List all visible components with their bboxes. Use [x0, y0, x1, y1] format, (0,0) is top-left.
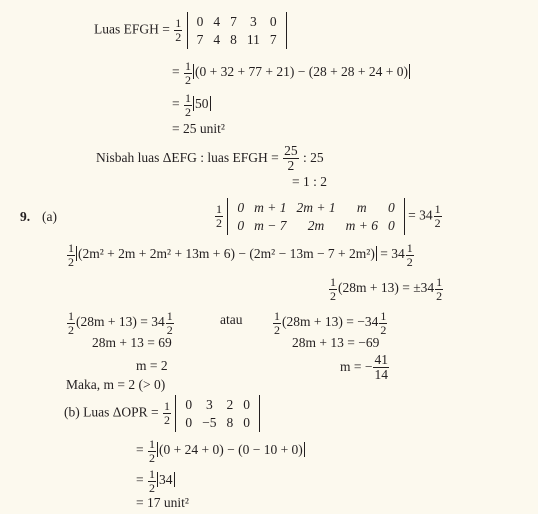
part-b-line: (b) Luas ΔOPR = $\frac{1}{2}$ 0 3 2 0 0 −5 8 0 [64, 395, 260, 432]
luas-efgh-line [94, 12, 287, 49]
ratio-result: = 1 : 2 [292, 174, 327, 189]
q9-pm-line: $\frac{1}{2}$ (28m + 13) = ±34 $\frac{1}{2}$ [330, 275, 443, 303]
b-result: = 17 unit² [136, 495, 189, 510]
q9-determinant-line: $\frac{1}{2}$ 0 m + 1 2m + 1 m 0 0 m − 7 2m m + 6 0 = 34 $\frac{1}{2}$ [214, 198, 443, 235]
ratio-line: Nisbah luas ΔEFG : luas EFGH = $\frac{25}{2}$ : 25 [96, 143, 324, 174]
atau-label: atau [220, 312, 243, 327]
determinant-9a: 0 m + 1 2m + 1 m 0 0 m − 7 2m m + 6 0 [227, 198, 404, 235]
question-number: 9. [20, 209, 31, 224]
maka-line: Maka, m = 2 (> 0) [66, 377, 166, 392]
half-fraction: $\frac{1}{2}$ [175, 16, 182, 45]
q9-right-eq: $\frac{1}{2}$ (28m + 13) = −34 $\frac{1}{2}$ [274, 309, 387, 337]
q9-expand-line: $\frac{1}{2}$ (2m² + 2m + 2m² + 13m + 6) − (2m² − 13m − 7 + 2m²) = 34 $\frac{1}{2}$ [68, 241, 413, 269]
q9-left-eq: $\frac{1}{2}$ (28m + 13) = 34 $\frac{1}{2}$ [68, 309, 173, 337]
determinant-9b: 0 3 2 0 0 −5 8 0 [175, 395, 260, 432]
efgh-result: = 25 unit² [172, 121, 225, 136]
b-simplify-line: = $\frac{1}{2}$ 34 [136, 467, 173, 495]
part-a-label: (a) [42, 209, 57, 224]
q9-right3: m = − $\frac{41}{14}$ [340, 352, 388, 383]
q9-left3: m = 2 [136, 358, 168, 373]
determinant-efgh: 0 4 7 3 0 7 4 8 11 7 [187, 12, 287, 49]
q9-right2: 28m + 13 = −69 [292, 335, 380, 350]
efgh-simplify-line: = $\frac{1}{2}$ 50 [172, 91, 209, 119]
b-expand-line: = $\frac{1}{2}$ (0 + 24 + 0) − (0 − 10 + 0) [136, 437, 303, 465]
luas-efgh-label: Luas EFGH = [94, 21, 170, 37]
efgh-expand-line: = $\frac{1}{2}$ (0 + 32 + 77 + 21) − (28 + 28 + 24 + 0) [172, 59, 409, 87]
q9-left2: 28m + 13 = 69 [92, 335, 172, 350]
